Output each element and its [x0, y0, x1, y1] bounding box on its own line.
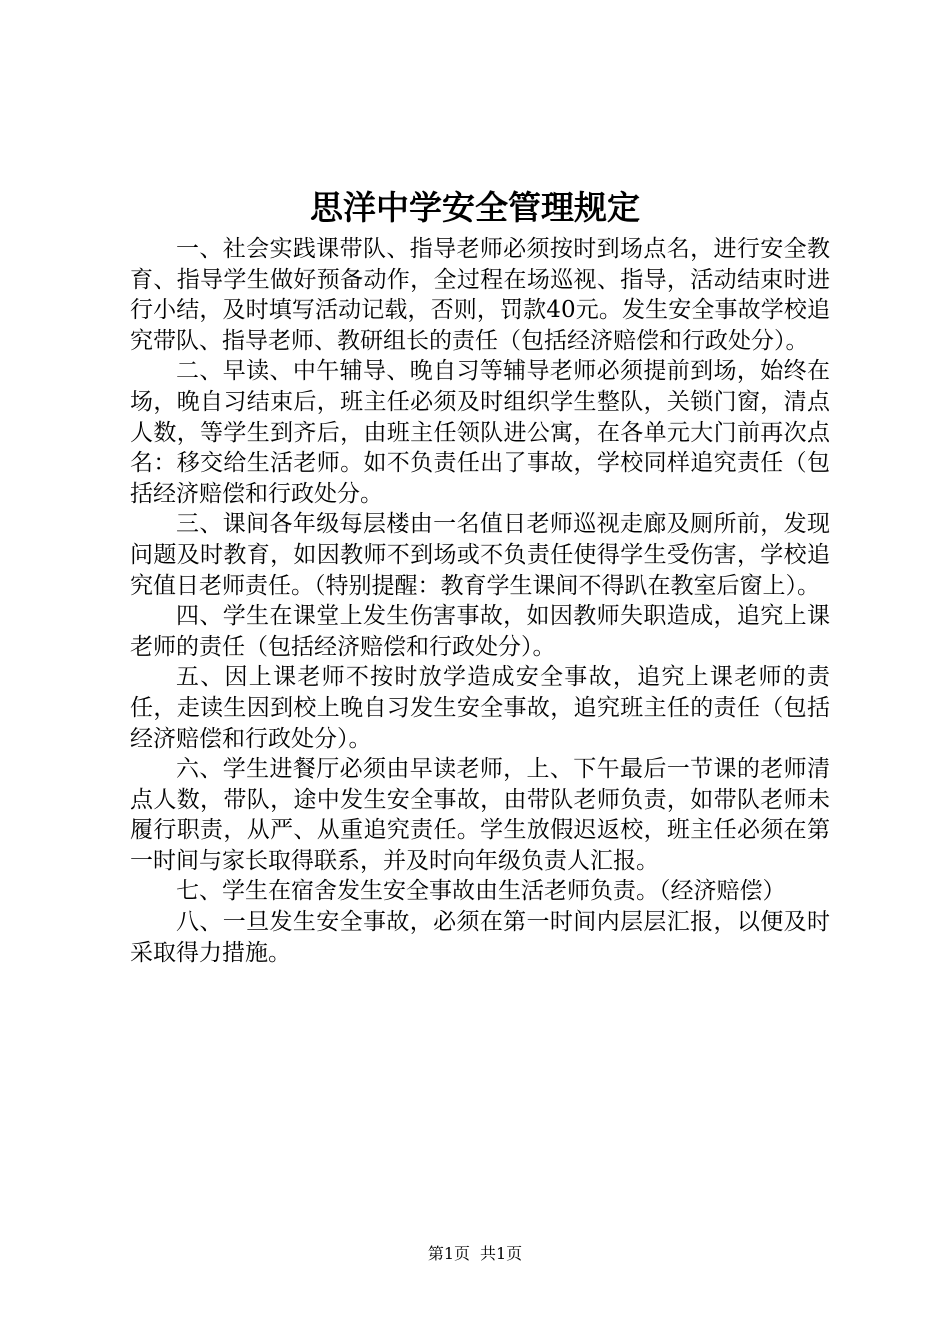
paragraph-5: 五、因上课老师不按时放学造成安全事故，追究上课老师的责任，走读生因到校上晚自习发生安全事故，追究班主任的责任（包括经济赔偿和行政处分）。 [130, 664, 830, 752]
document-body [130, 234, 830, 968]
page-total: 共1页 [480, 1244, 523, 1263]
paragraph-3: 三、课间各年级每层楼由一名值日老师巡视走廊及厕所前，发现问题及时教育，如因教师不到场或不负责任使得学生受伤害，学校追究值日老师责任。（特别提醒：教育学生课间不得趴在教室后窗上）。 [130, 511, 830, 599]
paragraph-8: 八、一旦发生安全事故，必须在第一时间内层层汇报，以便及时采取得力措施。 [130, 909, 830, 966]
document-title: 思洋中学安全管理规定 [310, 188, 640, 227]
paragraph-2: 二、早读、中午辅导、晚自习等辅导老师必须提前到场，始终在场，晚自习结束后，班主任必须及时组织学生整队，关锁门窗，清点人数，等学生到齐后，由班主任领队进公寓，在各单元大门前再次点名：移交给生活老师。如不负责任出了事故，学校同样追究责任（包括经济赔偿和行政处分。 [130, 358, 830, 507]
paragraph-7: 七、学生在宿舍发生安全事故由生活老师负责。（经济赔偿） [176, 878, 786, 905]
paragraph-4: 四、学生在课堂上发生伤害事故，如因教师失职造成，追究上课老师的责任（包括经济赔偿和行政处分）。 [130, 603, 830, 660]
paragraph-6: 六、学生进餐厅必须由早读老师，上、下午最后一节课的老师清点人数，带队，途中发生安全事故，由带队老师负责，如带队老师未履行职责，从严、从重追究责任。学生放假迟返校，班主任必须在第一时间与家长取得联系，并及时向年级负责人汇报。 [130, 756, 830, 874]
paragraph-1: 一、社会实践课带队、指导老师必须按时到场点名，进行安全教育、指导学生做好预备动作，全过程在场巡视、指导，活动结束时进行小结，及时填写活动记载，否则，罚款40元。发生安全事故学校追究带队、指导老师、教研组长的责任（包括经济赔偿和行政处分）。 [130, 236, 830, 354]
page-number: 第1页 [427, 1244, 470, 1263]
page-footer [0, 1244, 950, 1264]
